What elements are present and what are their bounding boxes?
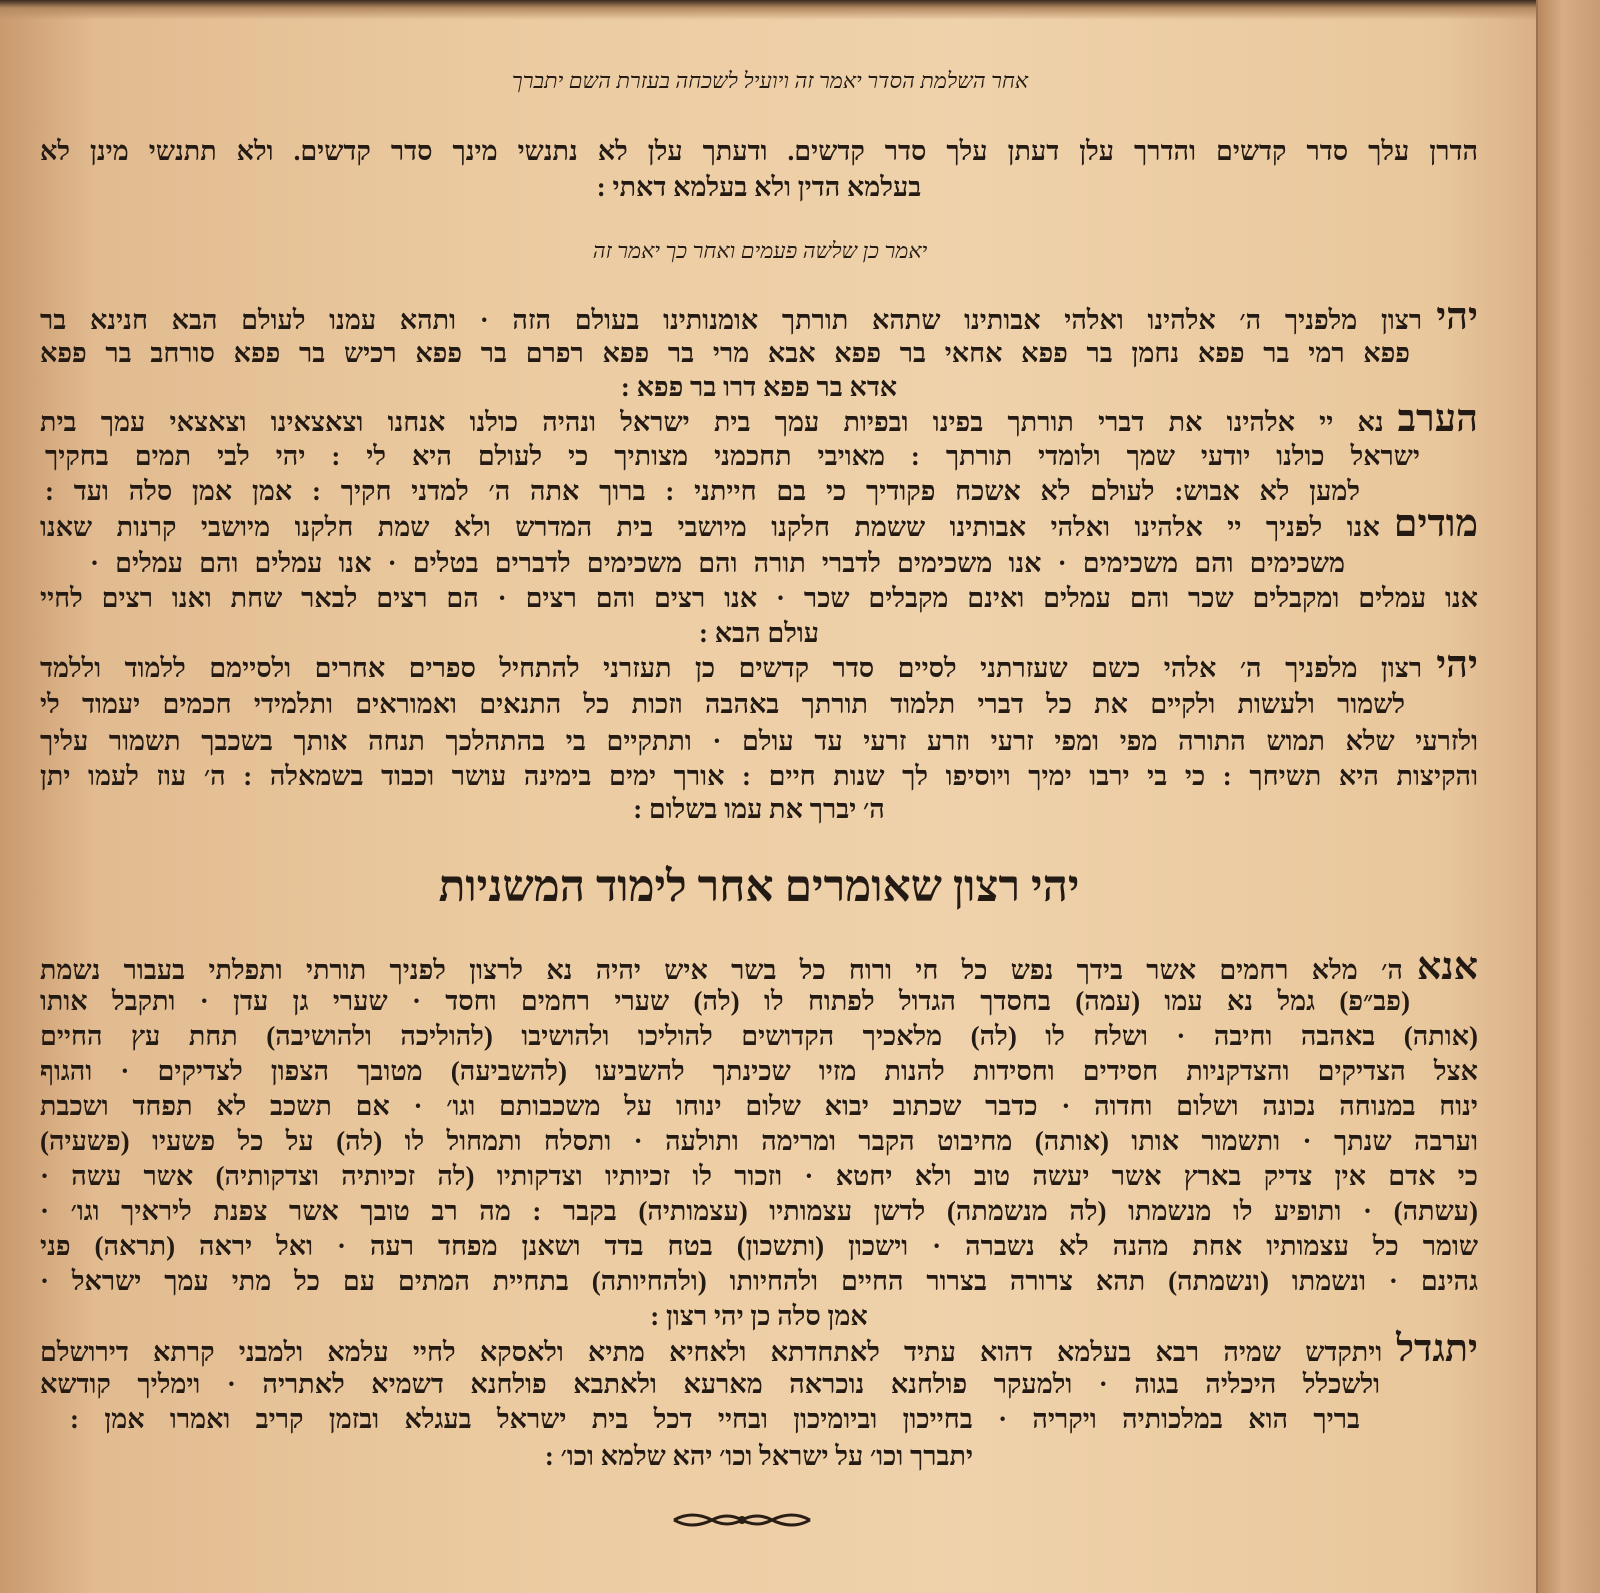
text-line <box>40 398 1478 440</box>
line-text: כי אדם אין צדיק בארץ אשר יעשה טוב ולא יחטא · וזכור לו זכיותיו וצדקותיו (לה זכיותיה וצדקותיה) אשר עשה · <box>40 1161 1478 1191</box>
line-text: יהי רצון שאומרים אחר לימוד המשניות <box>438 862 1080 911</box>
line-text: יאמר כן שלשה פעמים ואחר כך יאמר זה <box>592 238 928 263</box>
text-line <box>40 503 1478 545</box>
next-page-edge <box>1536 0 1600 1593</box>
text-line <box>40 296 1478 338</box>
line-text: (עשתה) · ותופיע לו מנשמתו (לה מנשמתה) לדשן עצמותיו (עצמותיה) בקבר : מה רב טובך אשר צפנת ליראיך וגו׳ · <box>40 1196 1478 1226</box>
lead-word: הערב <box>1397 398 1478 440</box>
text-line <box>70 1402 1360 1436</box>
line-text: יתברך וכו׳ על ישראל וכו׳ יהא שלמא וכו׳ : <box>544 1441 974 1471</box>
line-text: לשמור ולעשות ולקיים את כל דברי תלמוד תורתך באהבה וזכות כל התנאים ואמוראים ותלמידי חכמים יעמוד לי <box>40 689 1405 719</box>
text-line <box>45 439 1420 473</box>
line-text: והקיצות היא תשיחך : כי בי ירבו ימיך ויוסיפו לך שנות חיים : אורך ימים בימינה עושר וכבוד בשמאלה : ה׳ עוז לעמו יתן <box>40 761 1478 791</box>
line-text: אצל הצדיקים והצדקניות חסידים וחסידות להנות מזיו שכינתך להשביעו (להשביעה) מטובך הצפון לצדיקים · והגוף <box>40 1056 1478 1086</box>
line-text: למען לא אבוש: לעולם לא אשכח פקודיך כי בם חייתני : ברוך אתה ה׳ למדני חקיך : אמן אמן סלה ועד : <box>45 476 1360 506</box>
text-line <box>45 474 1360 508</box>
line-text: הדרן עלך סדר קדשים והדרך עלן דעתן עלך סדר קדשים. ודעתך עלן לא נתנשי מינך סדר קדשים. ולא תתנשי מינן לא <box>40 136 1478 166</box>
instruction-line <box>440 64 1100 98</box>
line-text: ויתקדש שמיה רבא בעלמא דהוא עתיד לאתחדתא ולאחיא מתיא ולאסקא לחיי עלמא ולמבני קרתא דירושלם <box>40 1337 1383 1367</box>
ornament-divider-icon <box>672 1508 812 1532</box>
line-text: אנו לפניך יי אלהינו ואלהי אבותינו ששמת חלקנו מיושבי בית המדרש ולא שמת חלקנו מיושבי קרנות שאנו <box>40 512 1380 542</box>
text-line <box>40 1367 1380 1401</box>
line-text: משכימים והם משכימים · אנו משכימים לדברי תורה והם משכימים לדברים בטלים · אנו עמלים והם עמלים · <box>90 548 1345 578</box>
text-line <box>40 336 1410 370</box>
line-text: בעלמא הדין ולא בעלמא דאתי : <box>596 172 922 202</box>
text-line <box>40 1194 1478 1228</box>
lead-word: יהי <box>1436 644 1478 686</box>
line-text: ולשכלל היכליה בגוה · ולמעקר פולחנא נוכראה מארעא ולאתבא פולחנא דשמיא לאתריה · וימליך קודשא <box>40 1369 1380 1399</box>
text-line <box>40 1229 1478 1263</box>
section-title <box>40 862 1478 912</box>
line-text: ישראל כולנו יודעי שמך ולומדי תורתך : מאויבי תחכמני מצותיך כי לעולם היא לי : יהי לבי תמים בחקיך <box>45 441 1420 471</box>
text-line <box>40 616 1478 650</box>
line-text: אדא בר פפא דרו בר פפא : <box>620 372 898 402</box>
text-line <box>40 687 1405 721</box>
text-line <box>40 644 1478 686</box>
line-text: גהינם · ונשמתו (ונשמתה) תהא צרורה בצרור החיים ולהחיותו (ולהחיותה) בתחיית המתים עם כל מתי עמך ישראל · <box>40 1266 1478 1296</box>
line-text: נא יי אלהינו את דברי תורתך בפינו ובפיות עמך בית ישראל ונהיה כולנו אנחנו וצאצאינו וצאצאי עמך בית <box>40 407 1384 437</box>
line-text: בריך הוא במלכותיה ויקריה · בחייכון וביומיכון ובחיי דכל בית ישראל בעגלא ובזמן קריב ואמרו אמן : <box>70 1404 1360 1434</box>
text-line <box>40 581 1478 615</box>
line-text: ה׳ יברך את עמו בשלום : <box>633 794 885 824</box>
text-line <box>40 1328 1478 1370</box>
page-top-shadow <box>0 0 1600 20</box>
lead-word: אנא <box>1416 946 1478 988</box>
text-line <box>40 792 1478 826</box>
line-text: רצון מלפניך ה׳ אלהינו ואלהי אבותינו שתהא תורתך אומנותינו בעולם הזה · ותהא עמנו לעולם הבא חנינא בר <box>40 305 1423 335</box>
text-line <box>40 134 1478 168</box>
text-line <box>40 1299 1478 1333</box>
line-text: (אותה) באהבה וחיבה · ושלח לו (לה) מלאכיך הקדושים להוליכו ולהושיבו (להוליכה ולהושיבה) תחת עץ החיים <box>40 1021 1478 1051</box>
text-line <box>40 1019 1478 1053</box>
line-text: אנו עמלים ומקבלים שכר והם עמלים ואינם מקבלים שכר · אנו רצים והם רצים · הם רצים לבאר שחת ואנו רצים לחיי <box>40 583 1478 613</box>
text-line <box>40 1439 1478 1473</box>
line-text: שומר כל עצמותיו אחת מהנה לא נשברה · וישכון (ותשכון) בטח בדד ושאנן מפחד רעה · ואל יראה (תראה) פני <box>40 1231 1478 1261</box>
line-text: אמן סלה כן יהי רצון : <box>650 1301 868 1331</box>
line-text: ינוח במנוחה נכונה ושלום וחדוה · כדבר שכתוב יבוא שלום ינוחו על משכבותם וגו׳ · אם תשכב לא תפחד ושכבת <box>40 1091 1478 1121</box>
text-line <box>40 1054 1478 1088</box>
line-text: ה׳ מלא רחמים אשר בידך נפש כל חי ורוח כל בשר איש יהיה נא לרצון לפניך תורתי ותפלתי בעבור נשמת <box>40 955 1403 985</box>
text-line <box>40 170 1478 204</box>
line-text: (פב״פ) גמל נא עמו (עמה) בחסדך הגדול לפתוח לו (לה) שערי רחמים וחסד · שערי גן עדן · ותקבל אותו <box>40 986 1410 1016</box>
lead-word: יתגדל <box>1396 1328 1478 1370</box>
text-line <box>40 1264 1478 1298</box>
text-line <box>40 370 1478 404</box>
lead-word: מודים <box>1393 503 1478 545</box>
text-line <box>40 724 1478 758</box>
line-text: אחר השלמת הסדר יאמר זה ויועיל לשכחה בעזרת השם יתברך <box>511 68 1029 93</box>
instruction-line <box>500 234 1020 268</box>
line-text: פפא רמי בר פפא נחמן בר פפא אחאי בר פפא אבא מרי בר פפא רפרם בר פפא רכיש בר פפא סורחב בר פפא <box>40 338 1410 368</box>
text-line <box>40 946 1478 988</box>
line-text: עולם הבא : <box>698 618 820 648</box>
lead-word: יהי <box>1436 296 1478 338</box>
text-line <box>40 984 1410 1018</box>
text-line <box>40 759 1478 793</box>
line-text: רצון מלפניך ה׳ אלהי כשם שעזרתני לסיים סדר קדשים כן תעזרני להתחיל ספרים אחרים ולסיימם ללמוד וללמד <box>40 653 1423 683</box>
text-line <box>40 1089 1478 1123</box>
text-line <box>40 1124 1478 1158</box>
text-line <box>40 1159 1478 1193</box>
text-line <box>90 546 1345 580</box>
line-text: וערבה שנתך · ותשמור אותו (אותה) מחיבוט הקבר ומרימה ותולעה · ותסלח ותמחול לו (לה) על כל פשעיו (פשעיה) <box>40 1126 1478 1156</box>
line-text: ולזרעי שלא תמוש התורה מפי ומפי זרעי וזרע זרעי עד עולם · ותתקיים בי בהתהלכך תנחה אותך בשכבך תשמור עליך <box>40 726 1478 756</box>
